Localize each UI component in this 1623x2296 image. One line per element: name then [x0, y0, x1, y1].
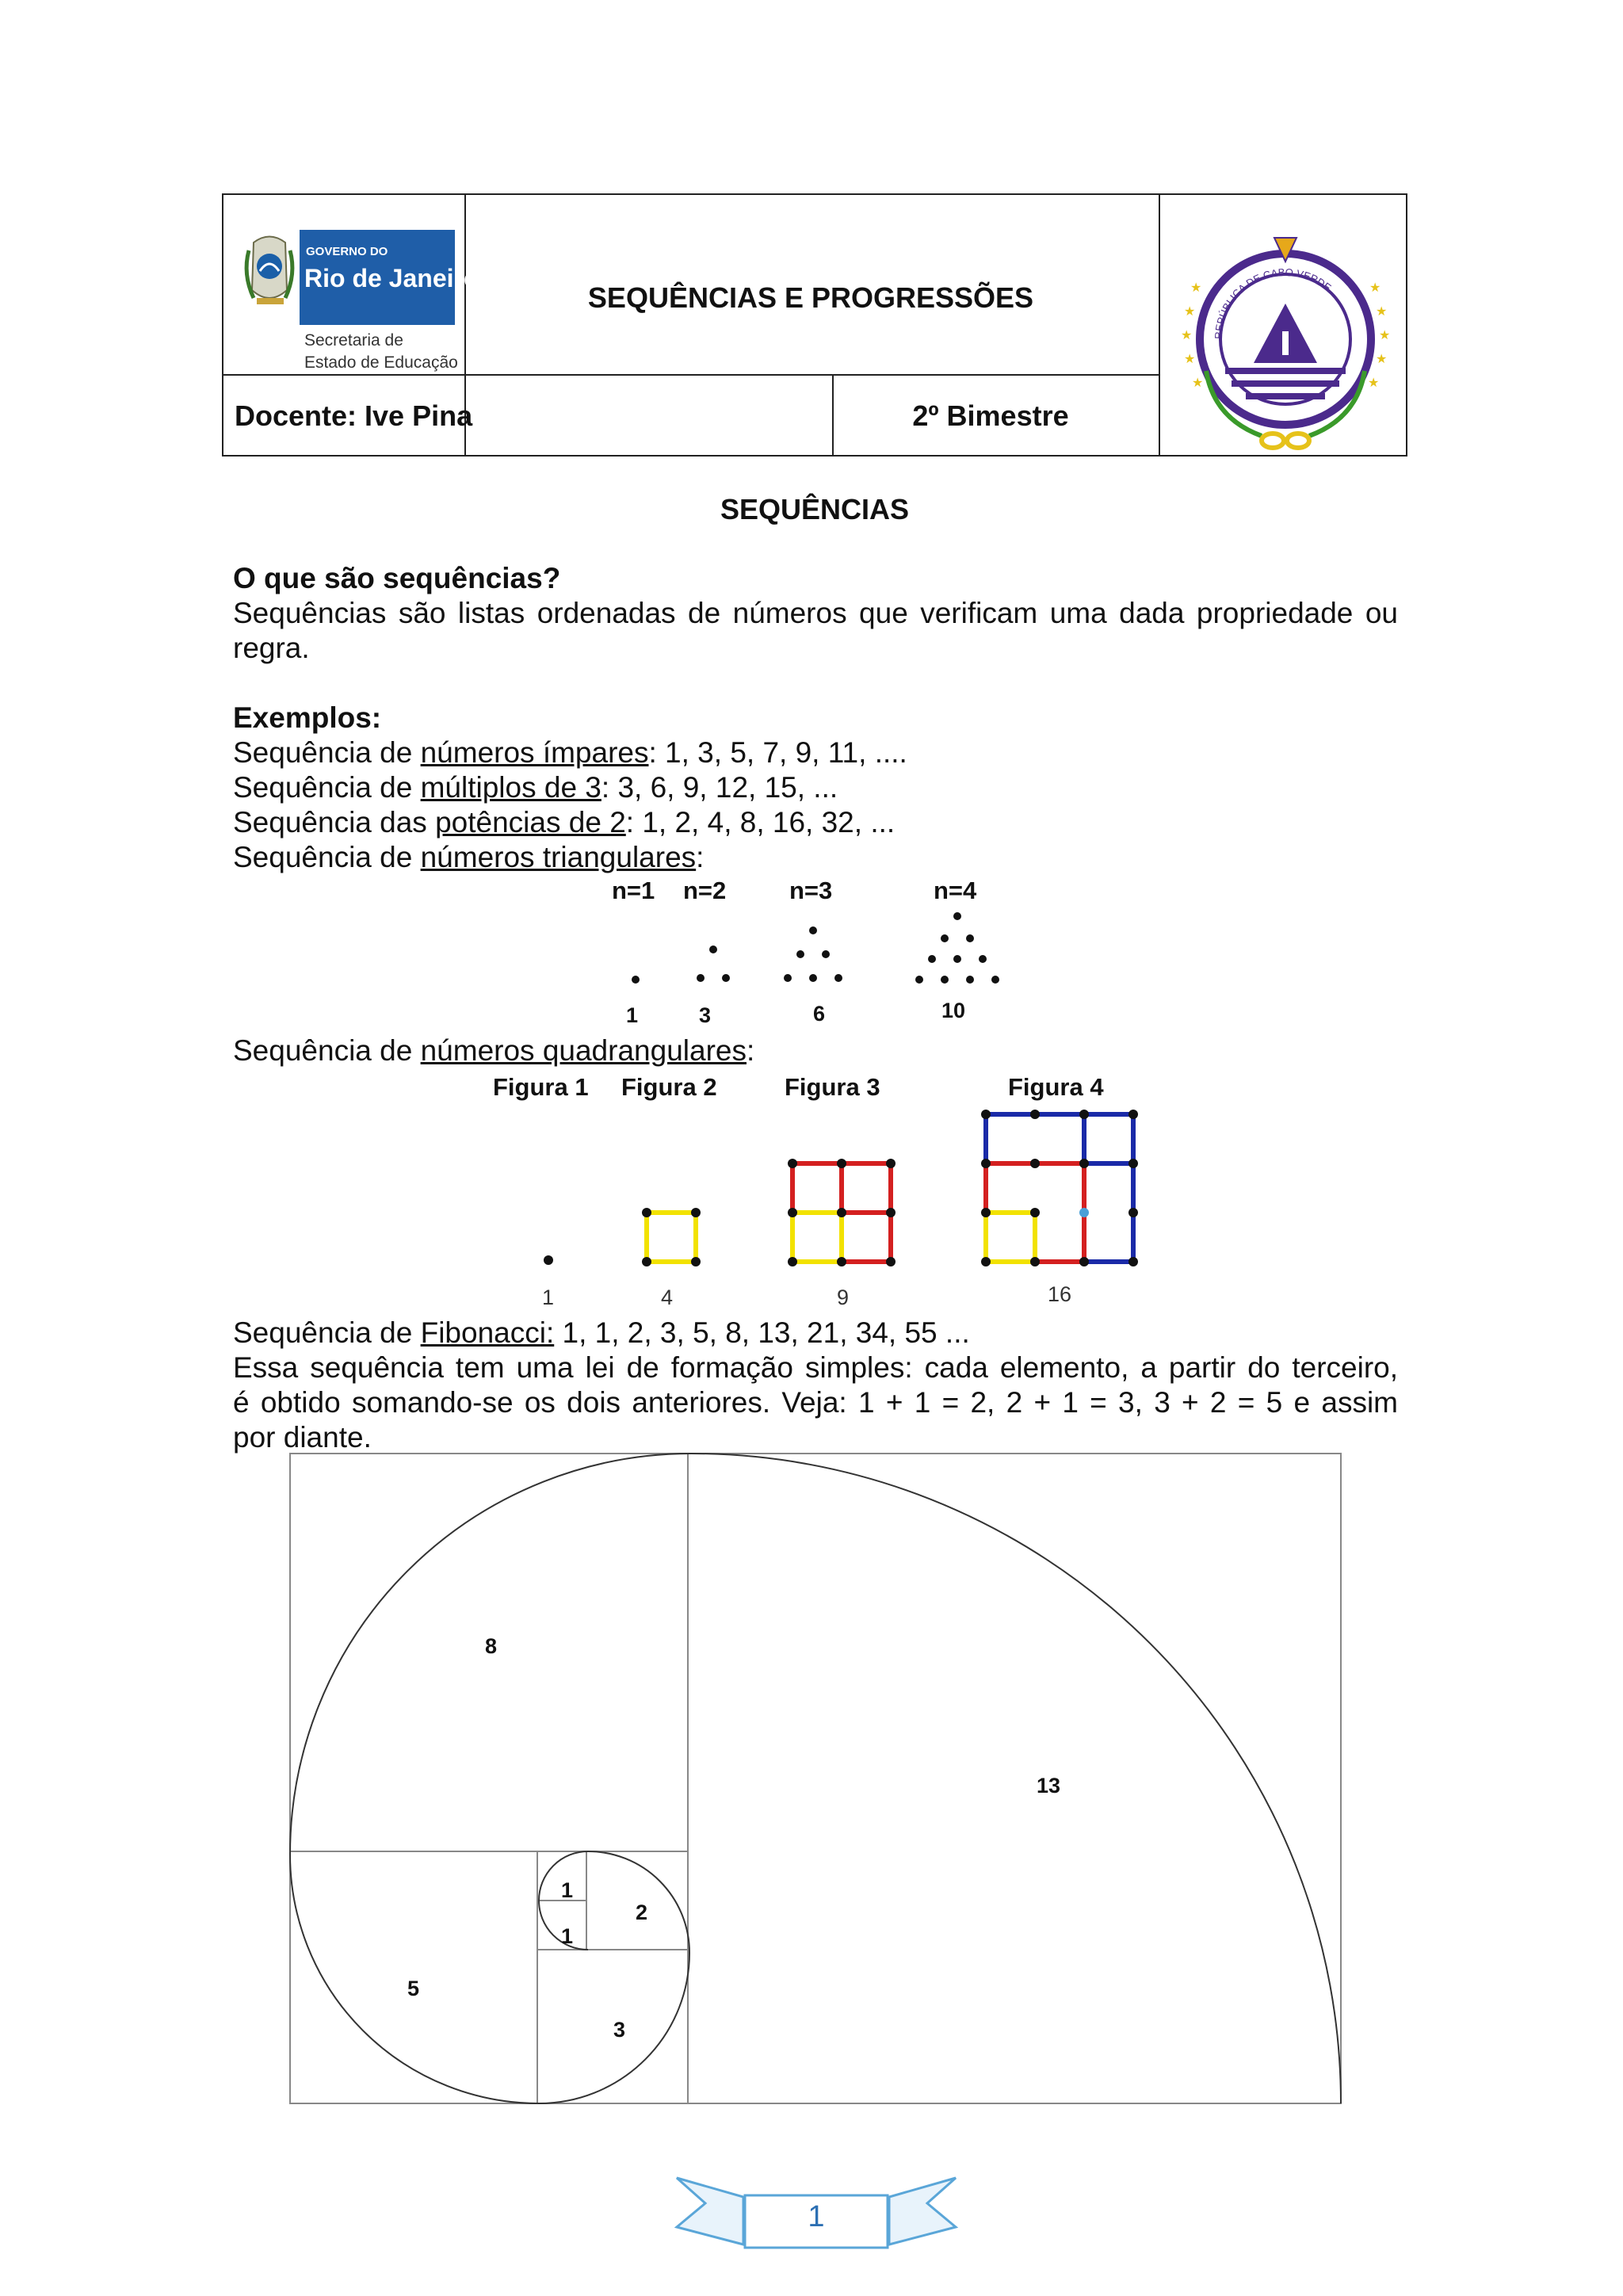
tri-label-1: n=1: [612, 877, 655, 904]
figura-3: [788, 1159, 896, 1266]
intro-answer-line2: regra.: [233, 632, 310, 664]
tri-label-3: n=3: [789, 877, 833, 904]
fibonacci-text-line2: é obtido somando-se os dois anteriores. Veja: 1 + 1 = 2, 2 + 1 = 3, 3 + 2 = 5 e assim: [233, 1386, 1398, 1419]
svg-text:★: ★: [1190, 281, 1202, 295]
fib-square-5: 5: [407, 1977, 420, 2000]
sq-value-2: 4: [661, 1286, 674, 1309]
sq-label-2: Figura 2: [621, 1073, 717, 1101]
svg-text:★: ★: [1369, 281, 1381, 295]
intro-answer-line1: Sequências são listas ordenadas de números que verificam uma dada propriedade ou: [233, 597, 1398, 629]
svg-text:★: ★: [1368, 376, 1380, 390]
fibonacci-text-line1: Essa sequência tem uma lei de formação simples: cada elemento, a partir do terceiro,: [233, 1351, 1398, 1384]
fib-square-3: 3: [613, 2018, 626, 2042]
tri-value-1: 1: [626, 1003, 639, 1027]
svg-text:★: ★: [1376, 305, 1388, 319]
sq-label-4: Figura 4: [1008, 1073, 1104, 1101]
document-title: SEQUÊNCIAS E PROGRESSÕES: [587, 281, 1034, 314]
logo-line4: Estado de Educação: [304, 353, 458, 372]
fibonacci-text-line3: por diante.: [233, 1421, 372, 1454]
fibonacci-spiral-figure: [287, 1450, 1349, 2108]
example-fibonacci: Sequência de Fibonacci: 1, 1, 2, 3, 5, 8, 13, 21, 34, 55 ...: [233, 1316, 970, 1349]
coat-of-arms-icon: [246, 237, 292, 305]
tri-label-4: n=4: [934, 877, 977, 904]
sq-value-3: 9: [837, 1286, 850, 1309]
triangular-dots: [602, 911, 1014, 991]
fib-square-1a: 1: [561, 1878, 574, 1902]
sq-value-1: 1: [542, 1286, 555, 1309]
sq-value-4: 16: [1048, 1282, 1072, 1306]
tri-value-4: 10: [941, 999, 966, 1022]
chain-icon: [1262, 434, 1309, 448]
figura-1: [544, 1255, 553, 1265]
examples-heading: Exemplos:: [233, 701, 382, 734]
tri-value-2: 3: [699, 1003, 712, 1027]
svg-text:★: ★: [1376, 353, 1388, 366]
svg-text:★: ★: [1184, 353, 1196, 366]
figura-2: [642, 1208, 701, 1266]
tri-label-2: n=2: [683, 877, 727, 904]
fib-square-2: 2: [636, 1901, 648, 1924]
page-number: 1: [808, 2200, 825, 2233]
svg-text:★: ★: [1181, 329, 1193, 342]
example-square: Sequência de números quadrangulares:: [233, 1034, 755, 1067]
fib-square-8: 8: [485, 1634, 498, 1658]
tri-value-3: 6: [813, 1002, 826, 1026]
example-odd: Sequência de números ímpares: 1, 3, 5, 7, 9, 11, ....: [233, 736, 907, 769]
teacher-name: Docente: Ive Pina: [235, 399, 473, 432]
logo-line1: GOVERNO DO: [306, 245, 388, 258]
square-figures: [523, 1110, 1157, 1284]
term-label: 2º Bimestre: [912, 399, 1069, 432]
logo-line2: Rio de Janeiro: [304, 264, 479, 292]
sq-label-3: Figura 3: [785, 1073, 880, 1101]
example-powers-2: Sequência das potências de 2: 1, 2, 4, 8, 16, 32, ...: [233, 806, 896, 839]
svg-text:★: ★: [1184, 305, 1196, 319]
svg-text:★: ★: [1192, 376, 1204, 390]
svg-text:★: ★: [1379, 329, 1391, 342]
section-title: SEQUÊNCIAS: [720, 493, 910, 525]
fib-square-1b: 1: [561, 1924, 574, 1948]
sq-label-1: Figura 1: [493, 1073, 589, 1101]
figura-4: [981, 1110, 1138, 1266]
cabo-verde-seal: [1174, 228, 1396, 455]
example-triangular: Sequência de números triangulares:: [233, 841, 705, 873]
intro-question: O que são sequências?: [233, 562, 561, 594]
logo-line3: Secretaria de: [304, 331, 403, 350]
seal-text: REPÚBLICA DE CABO VERDE: [1212, 266, 1334, 340]
fib-square-13: 13: [1037, 1774, 1061, 1797]
rio-de-janeiro-logo: [238, 227, 479, 372]
example-multiples-3: Sequência de múltiplos de 3: 3, 6, 9, 12, 15, ...: [233, 771, 838, 804]
